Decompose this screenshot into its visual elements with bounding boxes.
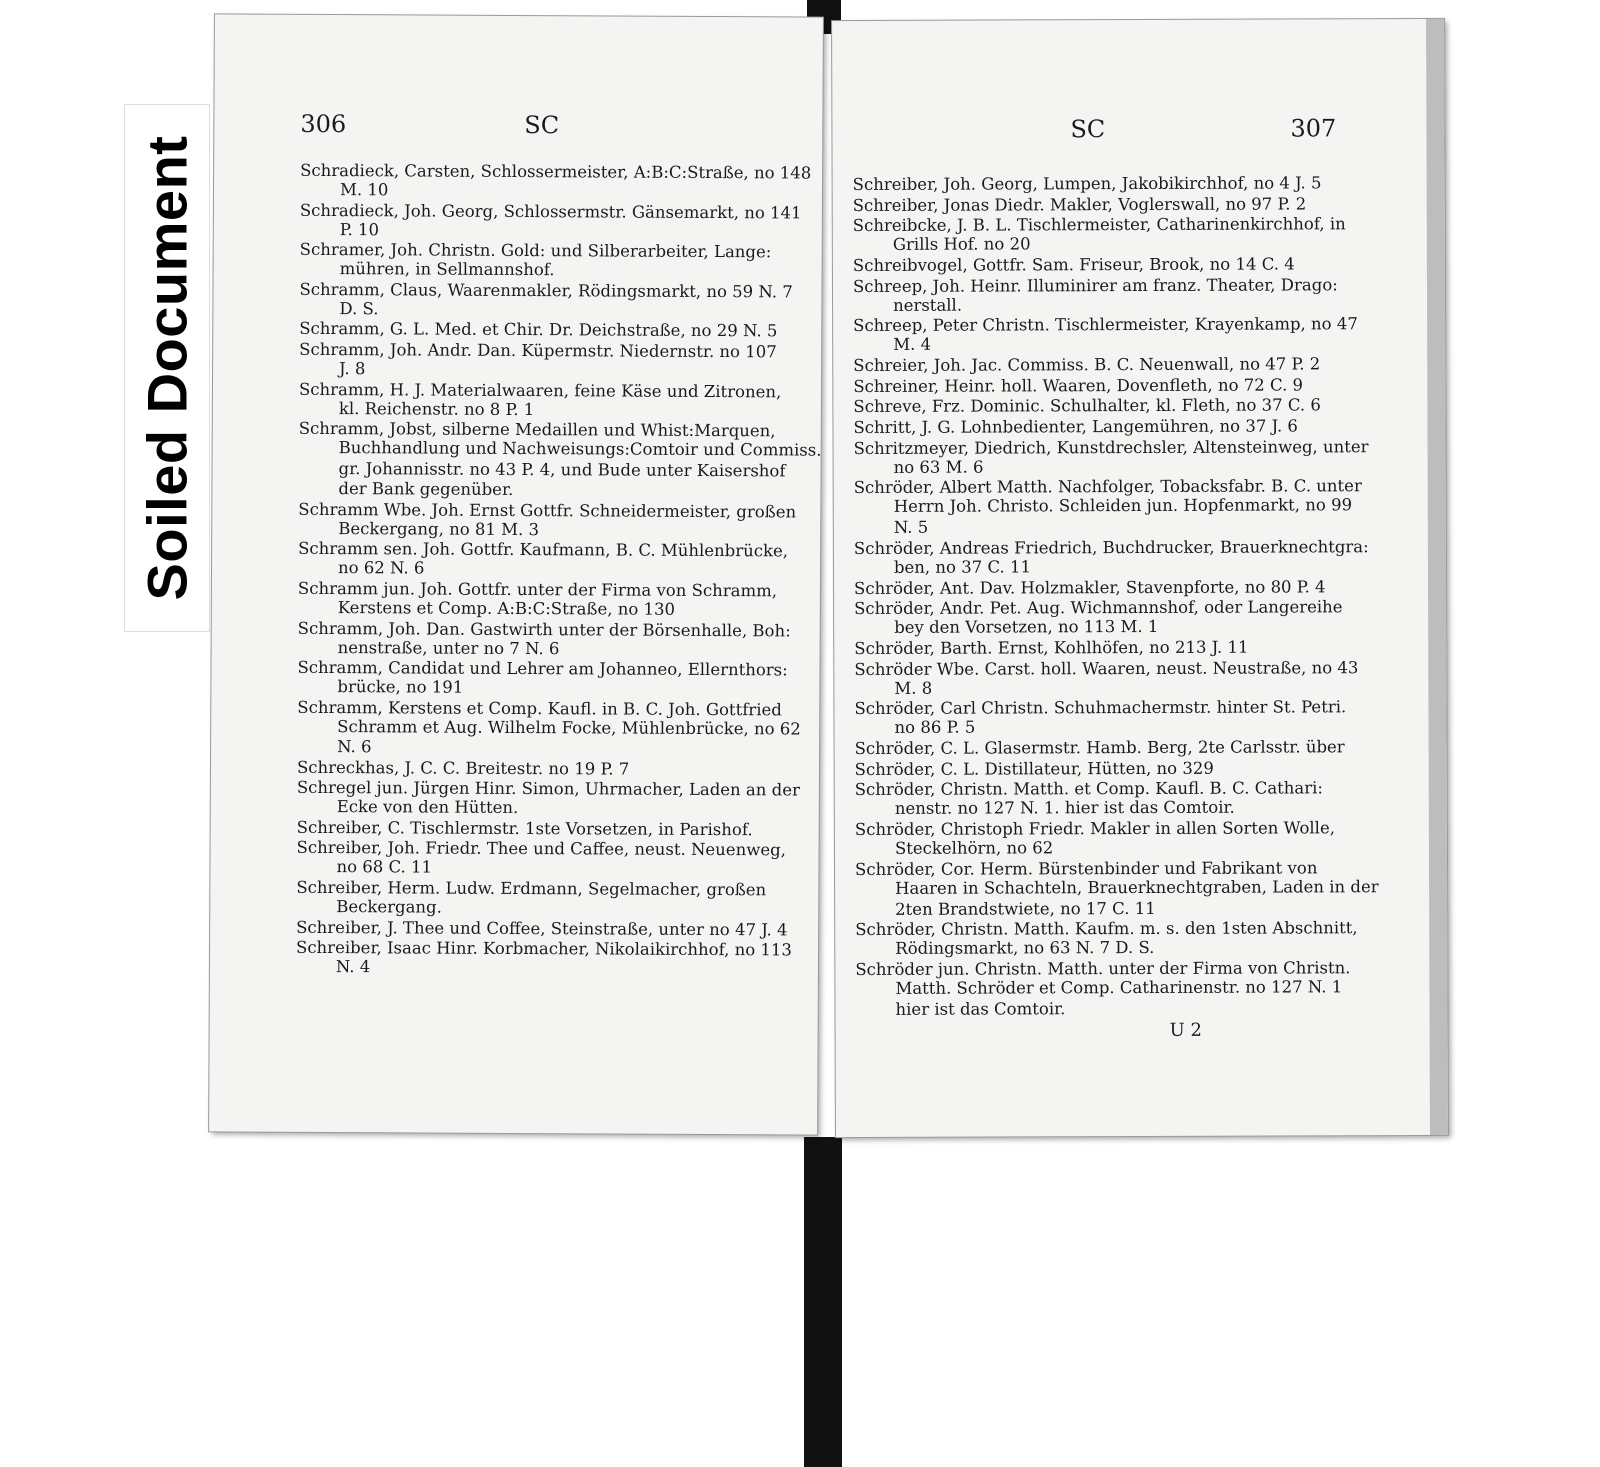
entry-continuation: 2ten Brandstwiete, no 17 C. 11 xyxy=(895,898,1156,919)
directory-entry xyxy=(853,355,1320,376)
directory-entry xyxy=(298,539,788,580)
entry-line: Schreier, Joh. Jac. Commiss. B. C. Neuenwall, no 47 P. 2 xyxy=(853,354,1321,376)
entry-line: Schramm, H. J. Materialwaaren, feine Käse und Zitronen, xyxy=(298,379,782,401)
entry-line: Schröder, Andreas Friedrich, Buchdrucker, Brauerknechtgra: xyxy=(853,536,1369,558)
entry-line: Schramm, G. L. Med. et Chir. Dr. Deichstraße, no 29 N. 5 xyxy=(299,319,778,341)
entry-line: Schröder jun. Christn. Matth. unter der Firma von Christn. xyxy=(855,958,1351,980)
entry-line: Schradieck, Joh. Georg, Schlossermstr. Gänsemarkt, no 141 xyxy=(299,200,802,223)
entry-continuation: kl. Reichenstr. no 8 P. 1 xyxy=(338,398,535,419)
entry-continuation: no 63 M. 6 xyxy=(893,457,984,477)
entry-continuation: Grills Hof. no 20 xyxy=(892,234,1031,255)
entry-continuation: der Bank gegenüber. xyxy=(338,479,514,500)
entry-continuation: N. 5 xyxy=(893,517,929,538)
directory-entry xyxy=(854,658,1358,698)
entry-continuation: J. 8 xyxy=(339,358,366,379)
directory-entry xyxy=(853,275,1338,315)
directory-entry xyxy=(854,577,1326,598)
entry-line: Schröder, C. L. Glasermstr. Hamb. Berg, 2te Carlsstr. über xyxy=(854,737,1345,759)
entry-line: Schröder Wbe. Carst. holl. Waaren, neust. Neustraße, no 43 xyxy=(854,657,1359,679)
directory-entry xyxy=(855,919,1358,959)
directory-entry xyxy=(855,999,1065,1019)
entry-line: Schramer, Joh. Christn. Gold: und Silberarbeiter, Lange: xyxy=(299,240,772,262)
entry-line: Schreiber, Isaac Hinr. Korbmacher, Nikolaikirchhof, no 113 xyxy=(295,937,792,960)
directory-entry xyxy=(853,254,1295,275)
directory-entry xyxy=(853,214,1346,254)
directory-entry xyxy=(300,240,772,280)
directory-entry xyxy=(297,778,800,819)
entry-line: Schreiber, Joh. Georg, Lumpen, Jakobikirchhof, no 4 J. 5 xyxy=(852,173,1322,195)
entry-continuation: Kerstens et Comp. A:B:C:Straße, no 130 xyxy=(337,597,676,619)
entry-continuation: Beckergang, no 81 M. 3 xyxy=(338,518,540,539)
directory-entry xyxy=(297,658,787,699)
directory-entry xyxy=(299,340,777,381)
directory-entry xyxy=(299,280,793,321)
entry-continuation: Rödingsmarkt, no 63 N. 7 D. S. xyxy=(895,938,1155,959)
entry-continuation: Beckergang. xyxy=(336,897,442,917)
left-page-number: 306 xyxy=(300,109,347,139)
left-page xyxy=(209,14,823,1134)
entry-line: Schreibcke, J. B. L. Tischlermeister, Catharinenkirchhof, in xyxy=(852,214,1346,236)
directory-entry xyxy=(854,698,1346,738)
entry-continuation: Matth. Schröder et Comp. Catharinenstr. no 127 N. 1 xyxy=(895,977,1343,999)
entry-continuation: Ecke von den Hütten. xyxy=(336,797,519,818)
entry-continuation: M. 4 xyxy=(893,335,932,355)
directory-entry xyxy=(853,375,1303,396)
book-spine-bottom xyxy=(804,1137,842,1467)
directory-entry xyxy=(855,759,1214,779)
entry-line: Schramm, Joh. Andr. Dan. Küpermstr. Niedernstr. no 107 xyxy=(299,339,777,362)
entry-line: Schreiber, C. Tischlermstr. 1ste Vorsetzen, in Parishof. xyxy=(296,817,753,840)
entry-continuation: N. 6 xyxy=(337,737,372,757)
entry-continuation: brücke, no 191 xyxy=(337,677,464,697)
entry-line: Schramm, Candidat und Lehrer am Johanneo, Ellernthors: xyxy=(297,657,788,680)
directory-entry xyxy=(854,437,1369,477)
directory-entry xyxy=(297,698,801,739)
directory-entry xyxy=(853,416,1298,437)
entry-line: Schritzmeyer, Diedrich, Kunstdrechsler, Altensteinweg, unter xyxy=(853,436,1369,458)
entry-continuation: nenstr. no 127 N. 1. hier ist das Comtoir. xyxy=(894,798,1235,819)
directory-entry xyxy=(296,938,792,979)
entry-continuation: Schramm et Aug. Wilhelm Focke, Mühlenbrücke, no 62 xyxy=(337,716,801,739)
entry-continuation: nerstall. xyxy=(893,295,963,315)
directory-entry xyxy=(297,758,629,779)
entry-continuation: nenstraße, unter no 7 N. 6 xyxy=(337,637,560,658)
signature-mark: U 2 xyxy=(1169,1019,1202,1041)
directory-entry xyxy=(297,818,753,839)
entry-line: Schreckhas, J. C. C. Breitestr. no 19 P. 7 xyxy=(296,757,630,779)
entry-continuation: no 86 P. 5 xyxy=(894,717,976,738)
entry-line: Schröder, Carl Christn. Schuhmachermstr. hinter St. Petri. xyxy=(854,697,1347,719)
entry-line: Schregel jun. Jürgen Hinr. Simon, Uhrmacher, Laden an der xyxy=(296,778,800,800)
entry-line: Schröder, Albert Matth. Nachfolger, Tobacksfabr. B. C. unter xyxy=(853,476,1362,498)
entry-line: Schröder, C. L. Distillateur, Hütten, no 329 xyxy=(854,758,1214,779)
right-page-header: SC xyxy=(1070,115,1106,144)
entry-line: Schröder, Cor. Herm. Bürstenbinder und Fabrikant von xyxy=(854,858,1318,879)
stamp-label: Soiled Document xyxy=(135,135,199,601)
entry-continuation: D. S. xyxy=(339,298,379,319)
entry-continuation: mühren, in Sellmannshof. xyxy=(339,259,555,280)
directory-entry xyxy=(853,315,1358,355)
directory-entry xyxy=(296,838,786,879)
entry-continuation: ben, no 37 C. 11 xyxy=(893,557,1032,577)
directory-entry xyxy=(299,379,781,420)
directory-entry xyxy=(296,878,766,918)
entry-line: Schreiner, Heinr. holl. Waaren, Dovenfleth, no 72 C. 9 xyxy=(853,375,1304,396)
entry-line: Schramm sen. Joh. Gottfr. Kaufmann, B. C. Mühlenbrücke, xyxy=(298,539,789,561)
entry-continuation: bey den Vorsetzen, no 113 M. 1 xyxy=(894,617,1159,638)
directory-entry xyxy=(298,479,513,499)
entry-line: Schreiber, Joh. Friedr. Thee und Caffee, neust. Neuenweg, xyxy=(296,838,786,860)
entry-line: Schröder, Ant. Dav. Holzmakler, Stavenpforte, no 80 P. 4 xyxy=(854,576,1326,598)
entry-line: Schritt, J. G. Lohnbedienter, Langemühren, no 37 J. 6 xyxy=(853,416,1298,437)
directory-entry xyxy=(855,737,1345,758)
entry-continuation: hier ist das Comtoir. xyxy=(895,999,1066,1019)
entry-line: Schreiber, Herm. Ludw. Erdmann, Segelmacher, großen xyxy=(296,877,767,900)
entry-line: Schreibvogel, Gottfr. Sam. Friseur, Brook, no 14 C. 4 xyxy=(852,254,1295,276)
entry-line: Schreiber, J. Thee und Coffee, Steinstraße, unter no 47 J. 4 xyxy=(296,917,788,940)
entry-continuation: Buchhandlung und Nachweisungs:Comtoir und Commiss. xyxy=(338,438,822,460)
entry-line: Schramm, Joh. Dan. Gastwirth unter der Börsenhalle, Boh: xyxy=(297,618,791,640)
entry-line: Schröder, Christn. Matth. et Comp. Kaufl. B. C. Cathari: xyxy=(854,778,1324,800)
soiled-document-stamp xyxy=(124,104,210,632)
entry-continuation: P. 10 xyxy=(339,219,380,239)
directory-entry xyxy=(298,579,777,620)
entry-line: Schröder, Christn. Matth. Kaufm. m. s. den 1sten Abschnitt, xyxy=(855,918,1358,940)
directory-entry xyxy=(300,161,811,202)
entry-line: Schradieck, Carsten, Schlossermeister, A:B:C:Straße, no 148 xyxy=(300,160,812,183)
left-page-header: SC xyxy=(524,111,560,140)
entry-line: Schröder, Barth. Ernst, Kohlhöfen, no 213 J. 11 xyxy=(854,637,1249,658)
directory-entry xyxy=(853,173,1322,194)
directory-entry xyxy=(854,518,928,537)
directory-entry xyxy=(855,858,1379,898)
directory-entry xyxy=(298,618,791,659)
directory-entry xyxy=(853,396,1321,417)
directory-entry xyxy=(299,459,786,481)
directory-entry xyxy=(300,200,802,241)
directory-entry xyxy=(299,419,822,460)
entry-continuation: N. 4 xyxy=(335,957,371,977)
right-page-number: 307 xyxy=(1290,114,1337,143)
directory-entry xyxy=(854,597,1343,637)
entry-line: Schröder, Andr. Pet. Aug. Wichmannshof, oder Langereihe xyxy=(854,597,1343,619)
entry-continuation: Herrn Joh. Christo. Schleiden jun. Hopfenmarkt, no 99 xyxy=(893,495,1353,517)
entry-continuation: no 62 N. 6 xyxy=(337,558,425,578)
entry-line: Schramm jun. Joh. Gottfr. unter der Firma von Schramm, xyxy=(297,578,778,601)
entry-continuation: gr. Johannisstr. no 43 P. 4, und Bude unter Kaisershof xyxy=(338,458,786,481)
right-page xyxy=(832,19,1448,1137)
directory-entry xyxy=(853,194,1307,215)
entry-line: Schröder, Christoph Friedr. Makler in allen Sorten Wolle, xyxy=(854,818,1336,840)
directory-entry xyxy=(855,779,1323,819)
directory-entry xyxy=(854,537,1369,577)
directory-entry xyxy=(854,477,1362,517)
entry-continuation: M. 10 xyxy=(339,180,389,200)
entry-line: Schramm, Jobst, silberne Medaillen und Whist:Marquen, xyxy=(298,418,776,441)
entry-line: Schramm, Kerstens et Comp. Kaufl. in B. C. Joh. Gottfried xyxy=(297,697,782,720)
directory-entry xyxy=(854,638,1248,658)
entry-line: Schreve, Frz. Dominic. Schulhalter, kl. Fleth, no 37 C. 6 xyxy=(853,395,1321,417)
entry-continuation: Steckelhörn, no 62 xyxy=(894,838,1054,859)
directory-entry xyxy=(299,319,777,341)
entry-continuation: Haaren in Schachteln, Brauerknechtgraben, Laden in der xyxy=(895,877,1379,898)
entry-line: Schramm Wbe. Joh. Ernst Gottfr. Schneidermeister, großen xyxy=(298,499,797,522)
entry-line: Schreep, Joh. Heinr. Illuminirer am franz. Theater, Drago: xyxy=(852,274,1338,296)
directory-entry xyxy=(855,899,1156,919)
directory-entry xyxy=(298,500,796,541)
directory-entry xyxy=(855,819,1335,859)
entry-line: Schreiber, Jonas Diedr. Makler, Voglerswall, no 97 P. 2 xyxy=(852,194,1307,215)
entry-line: Schreep, Peter Christn. Tischlermeister, Krayenkamp, no 47 xyxy=(853,314,1358,336)
entry-continuation: no 68 C. 11 xyxy=(336,857,433,877)
directory-entry xyxy=(296,917,788,939)
directory-entry xyxy=(297,737,371,756)
entry-line: Schramm, Claus, Waarenmakler, Rödingsmarkt, no 59 N. 7 xyxy=(299,279,793,302)
entry-continuation: M. 8 xyxy=(894,678,933,698)
directory-entry xyxy=(855,958,1350,998)
